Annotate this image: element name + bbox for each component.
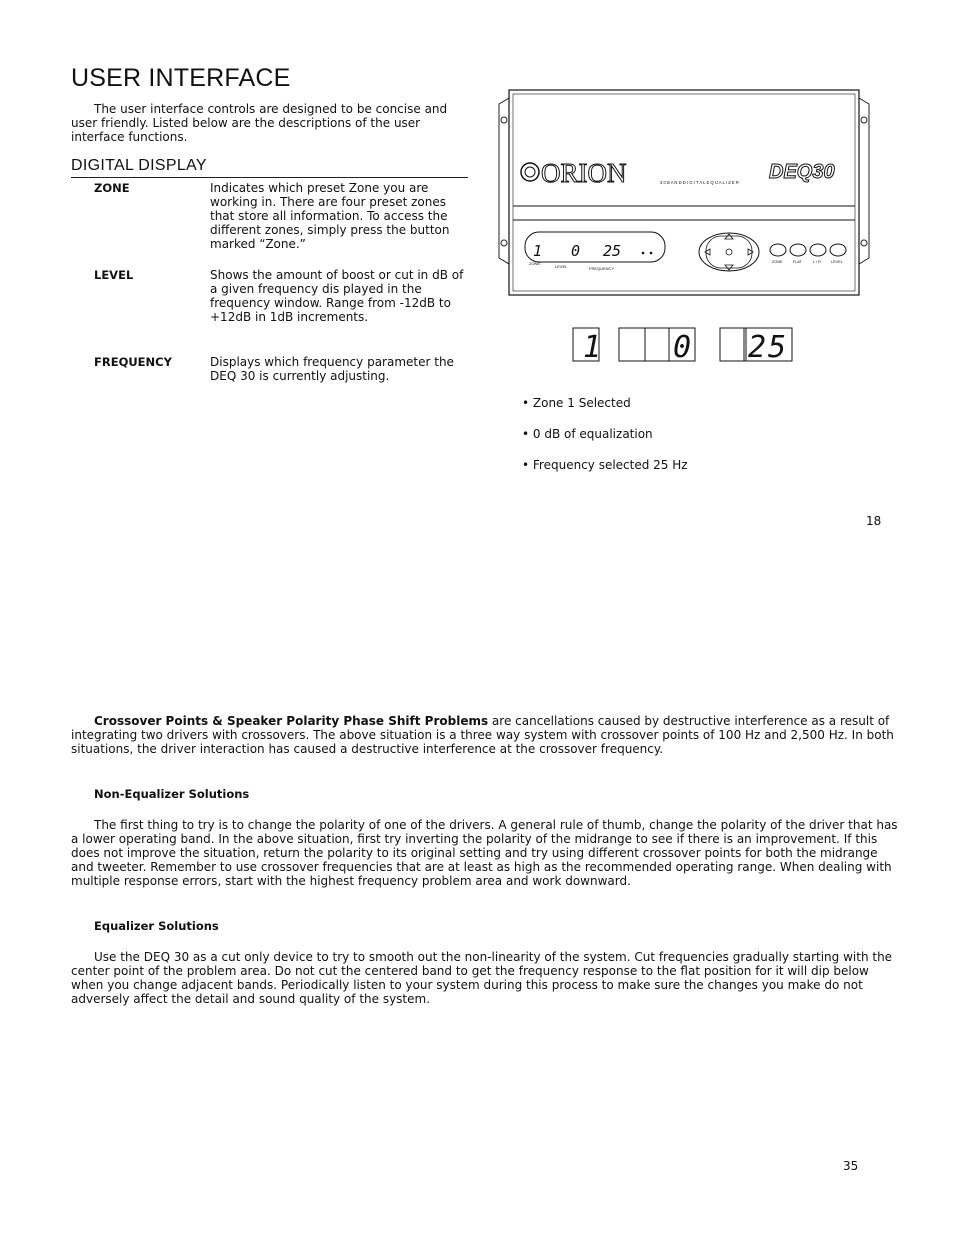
device-button-flat: FLAT [793, 260, 803, 264]
page-number: 35 [843, 1159, 859, 1173]
large-lcd-readout [571, 327, 796, 363]
page-title: USER INTERFACE [71, 64, 291, 92]
section-title-digital-display: DIGITAL DISPLAY [71, 157, 468, 178]
device-display-level: 0 [571, 242, 581, 260]
non-eq-paragraph [71, 818, 901, 888]
crossover-rest: are cancellations caused by destructive interference as a result of integrating two drivers with crossovers. The above situation is a three way system with crossover points of 100 Hz and 2,500 Hz. In both situations, the driver interaction has caused a destructive interference at the crossover frequency. [71, 714, 894, 756]
intro-text: The user interface controls are designed to be concise and user friendly. Listed below are the descriptions of the user interface functions. [71, 102, 448, 144]
intro-paragraph [71, 102, 471, 144]
inner-page-number: 18 [866, 514, 882, 528]
bullet-level: • 0 dB of equalization [522, 427, 653, 441]
term-level: LEVEL [94, 268, 134, 282]
device-button-zone: ZONE [772, 260, 783, 264]
non-eq-text: The first thing to try is to change the polarity of one of the drivers. A general rule of thumb, change the polarity of the driver that has a lower operating band. In the above situation, first try inverting the polarity of the midrange to see if there is an improvement. If this does not improve the situation, return the polarity to its original setting and try using different crossover points for both the midrange and tweeter. Remember to use crossover frequencies that are at least as high as the recommended operating range. When dealing with multiple response errors, start with the highest frequency problem area and work downward. [71, 818, 898, 888]
bullet-zone: • Zone 1 Selected [522, 396, 631, 410]
term-zone: ZONE [94, 181, 130, 195]
deq30-device-illustration [493, 88, 875, 300]
device-display-frequency: 25 [603, 242, 622, 260]
non-eq-heading: Non-Equalizer Solutions [94, 787, 250, 801]
device-tagline: 3 0 B A N D D I G I T A L E Q U A L I Z E R [660, 180, 739, 185]
crossover-lead: Crossover Points & Speaker Polarity Phase Shift Problems [94, 714, 489, 728]
definition-level: Shows the amount of boost or cut in dB of a given frequency dis played in the frequency window. Range from -12dB to +12dB in 1dB increments. [210, 268, 464, 324]
definition-zone: Indicates which preset Zone you are working in. There are four preset zones that store all information. To access the different zones, simply press the button marked “Zone.” [210, 181, 450, 251]
eq-paragraph [71, 950, 901, 1006]
device-label-frequency: FREQUENCY [589, 266, 615, 271]
device-display-zone: 1 [533, 242, 543, 260]
device-label-level: LEVEL [555, 264, 568, 269]
device-label-zone: ZONE [529, 261, 541, 266]
lcd-zone-digit: 1 [583, 330, 602, 363]
device-button-level: LEVEL [831, 260, 843, 264]
eq-heading: Equalizer Solutions [94, 919, 219, 933]
device-button-lr: L / R [813, 260, 821, 264]
lcd-frequency-digits: 25 [748, 330, 789, 363]
bullet-frequency: • Frequency selected 25 Hz [522, 458, 688, 472]
eq-text: Use the DEQ 30 as a cut only device to try to smooth out the non-linearity of the system. Cut frequencies gradually starting with the center point of the problem area. Do not cut the centered band to get the frequency response to the flat position for it will dip below when you change adjacent bands. Periodically listen to your system during this process to make sure the changes you make do not adversely affect the detail and sound quality of the system. [71, 950, 893, 1006]
brand-logo: ORION [541, 158, 627, 188]
term-frequency: FREQUENCY [94, 355, 172, 369]
crossover-paragraph [71, 714, 901, 756]
model-logo: DEQ30 [769, 161, 835, 183]
lcd-level-digit: 0 [673, 330, 692, 363]
definition-frequency: Displays which frequency parameter the DEQ 30 is currently adjusting. [210, 355, 454, 383]
